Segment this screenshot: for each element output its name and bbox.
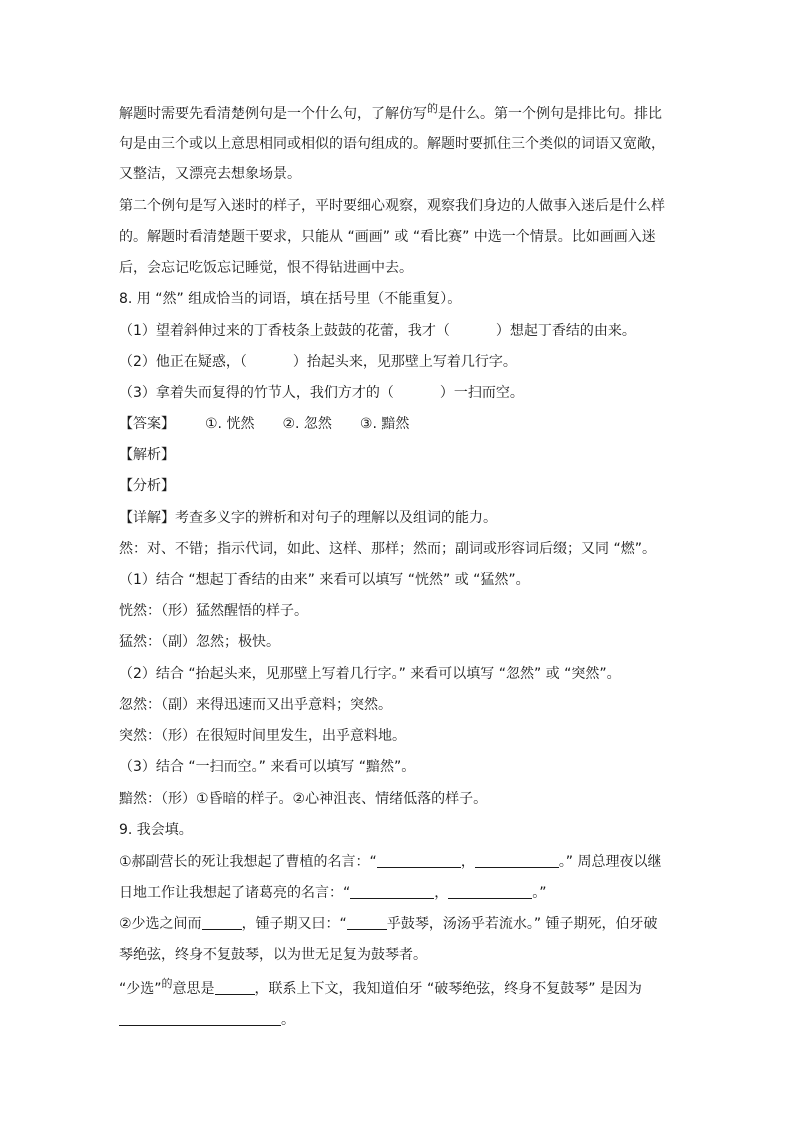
fill-blank[interactable] [377,853,461,868]
intro-line: 又整洁，又漂亮去想象场景。 [119,166,301,182]
superscript-char: 的 [161,977,173,990]
definition: 猛然：（副）忽然；极快。 [119,634,280,650]
answer-line [119,414,409,434]
solution-1: （1）结合 “想起丁香结的由来” 来看可以填写 “恍然” 或 “猛然”。 [119,572,530,588]
fill-blank[interactable] [475,853,559,868]
q8-item-3: （3）拿着失而复得的竹节人，我们方才的（ ）一扫而空。 [119,385,524,401]
intro-line [119,104,662,125]
question-9-title: 9. 我会填。 [119,822,193,838]
intro-line: 的。解题时看清楚题干要求，只能从 “画画” 或 “看比赛” 中选一个情景。比如画画入迷 [119,229,656,245]
fenxi-heading: 【分析】 [119,478,175,494]
answer-option: ③. 黯然 [359,416,410,432]
q9-line-6: 。 [119,1010,295,1030]
q9-line-1: ①郝副营长的死让我想起了曹植的名言：“ ， 。” 周总理夜以继 [119,854,662,870]
fill-blank[interactable] [448,884,532,899]
q9-line-3: ②少选之间而 ，锺子期又曰：“ 乎鼓琴，汤汤乎若流水。” 锺子期死，伯牙破 [119,916,658,932]
ran-definition: 然：对、不错；指示代词，如此、这样、那样；然而；副词或形容词后缀；又同 “燃”。 [119,541,656,557]
intro-line: 后，会忘记吃饭忘记睡觉，恨不得钻进画中去。 [119,260,413,276]
fill-blank[interactable] [215,980,255,995]
definition: 黯然：（形）①昏暗的样子。②心神沮丧、情绪低落的样子。 [119,791,488,807]
intro-line: 第二个例句是写入迷时的样子，平时要细心观察，观察我们身边的人做事入迷后是什么样 [119,198,665,214]
q9-line-2: 日地工作让我想起了诸葛亮的名言：“ ， 。” [119,885,547,901]
text: 是什么。第一个例句是排比句。排比 [438,106,662,122]
solution-2: （2）结合 “抬起头来，见那壁上写着几行字。” 来看可以填写 “忽然” 或 “突然”。 [119,666,621,682]
text: 解题时需要先看清楚例句是一个什么句，了解仿写 [119,106,427,122]
definition: 突然：（形）在很短时间里发生，出乎意料地。 [119,728,406,744]
fill-blank[interactable] [119,1011,281,1026]
definition: 恍然：（形）猛然醒悟的样子。 [119,603,308,619]
q9-line-5: “少选”$^的$意思是 ，联系上下文，我知道伯牙 “破琴绝弦，终身不复鼓琴” 是因为 [119,977,642,997]
q8-item-2: （2）他正在疑惑，（ ）抬起头来，见那壁上写着几行字。 [119,354,517,370]
definition: 忽然：（副）来得迅速而又出乎意料；突然。 [119,697,392,713]
intro-line: 句是由三个或以上意思相同或相似的语句组成的。解题时要抓住三个类似的词语又宽敞， [119,136,665,152]
q8-item-1: （1）望着斜伸过来的丁香枝条上鼓鼓的花蕾，我才（ ）想起丁香结的由来。 [119,323,636,339]
q9-line-4: 琴绝弦，终身不复鼓琴，以为世无足复为鼓琴者。 [119,947,427,963]
answer-label: 【答案】 [119,416,175,432]
question-8-title: 8. 用 “然” 组成恰当的词语，填在括号里（不能重复）。 [119,291,462,307]
fill-blank[interactable] [202,915,242,930]
detail-line: 【详解】考查多义字的辨析和对句子的理解以及组词的能力。 [119,510,497,526]
fill-blank[interactable] [347,915,387,930]
jiexi-heading: 【解析】 [119,447,175,463]
answer-option: ①. 恍然 [205,416,255,432]
answer-option: ②. 忽然 [282,416,332,432]
solution-3: （3）结合 “一扫而空。” 来看可以填写 “黯然”。 [119,759,416,775]
superscript-char: 的 [427,102,438,115]
fill-blank[interactable] [350,884,434,899]
